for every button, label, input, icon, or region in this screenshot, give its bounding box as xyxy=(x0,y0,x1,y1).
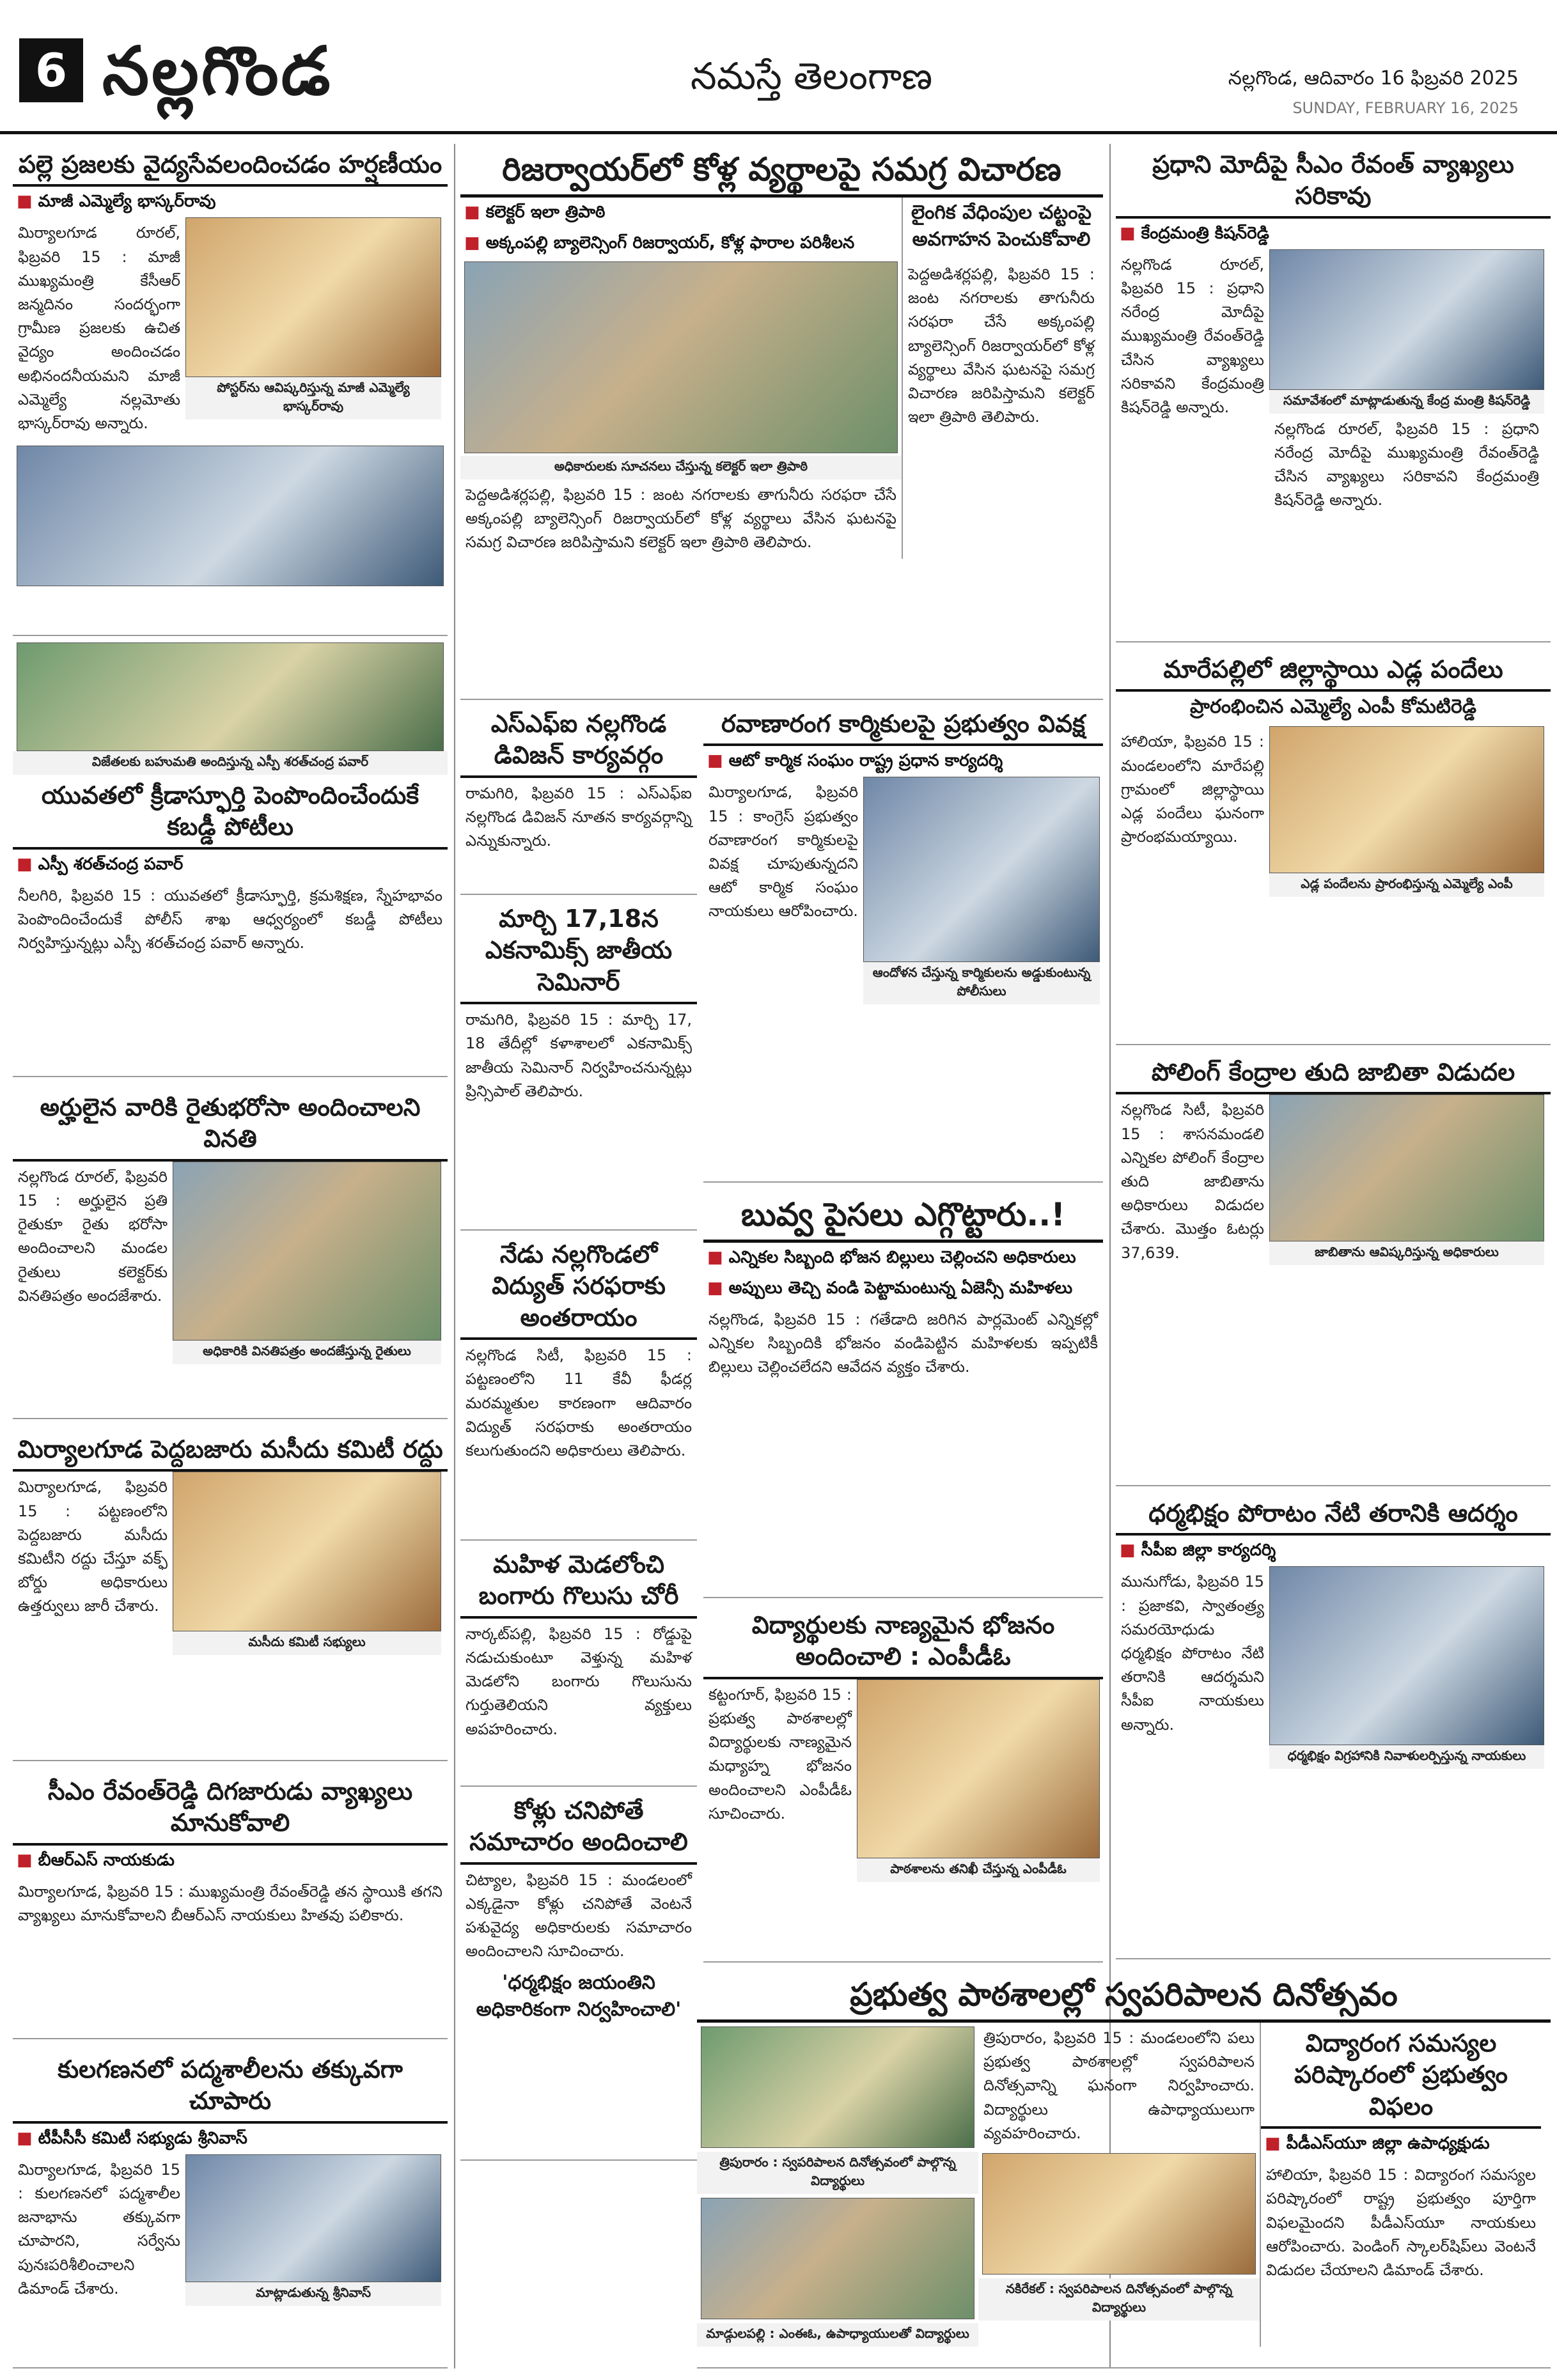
story-body: నల్లగొండ, ఫిబ్రవరి 15 : గతేడాది జరిగిన పార్లమెంట్ ఎన్నికల్లో ఎన్నికల సిబ్బందికి భోజనం వండిపెట్టిన మహిళలకు ఇప్పటికీ బిల్లులు చెల్లించలేదని ఆవేదన వ్యక్తం చేశారు. xyxy=(708,1311,1098,1376)
story-medical-camp xyxy=(13,144,448,636)
sub-headline: 'ధర్మభిక్షం జయంతిని అధికారికంగా నిర్వహించాలి' xyxy=(476,1971,682,2021)
kicker: ■ అప్పులు తెచ్చి వండి పెట్టామంటున్న ఏజెన్సీ మహిళలు xyxy=(703,1273,1103,1304)
story-body: కట్టంగూర్, ఫిబ్రవరి 15 : ప్రభుత్వ పాఠశాలల్లో విద్యార్థులకు నాణ్యమైన మధ్యాహ్న భోజనం అందించాలని ఎంపీడీఓ సూచించారు. xyxy=(708,1685,852,1823)
story-polling-stations xyxy=(1116,1052,1551,1486)
section-title: నల్లగొండ xyxy=(102,32,333,110)
kicker: ■ కలెక్టర్ ఇలా త్రిపాఠి xyxy=(460,198,902,228)
kicker: ■ పీడీఎస్‌యూ జిల్లా ఉపాధ్యక్షుడు xyxy=(1261,2129,1541,2159)
date-telugu: నల్లగొండ, ఆదివారం 16 ఫిబ్రవరి 2025 xyxy=(1228,67,1519,89)
news-photo xyxy=(17,446,444,586)
news-photo xyxy=(1269,1094,1544,1241)
news-photo xyxy=(464,261,898,453)
story-kishan-reddy xyxy=(1116,144,1551,642)
story-body: నార్కట్‌పల్లి, ఫిబ్రవరి 15 : రోడ్డుపై నడుచుకుంటూ వెళ్తున్న మహిళ మెడలోని బంగారు గొలుసును గుర్తుతెలియని వ్యక్తులు అపహరించారు. xyxy=(466,1624,692,1738)
news-photo xyxy=(185,2154,441,2282)
headline: రిజర్వాయర్‌లో కోళ్ల వ్యర్థాలపై సమగ్ర విచారణ xyxy=(460,144,1103,198)
date-english: SUNDAY, FEBRUARY 16, 2025 xyxy=(1292,99,1519,117)
photo-caption: ఆందోళన చేస్తున్న కార్మికులను అడ్డుకుంటున్న పోలీసులు xyxy=(863,962,1100,1004)
headline: విద్యారంగ సమస్యల పరిష్కారంలో ప్రభుత్వం విఫలం xyxy=(1261,2023,1541,2129)
kicker: ■ ఎస్పీ శరత్‌చంద్ర పవార్ xyxy=(13,850,448,880)
masthead xyxy=(0,0,1557,134)
news-photo xyxy=(863,777,1100,962)
story-body: త్రిపురారం, ఫిబ్రవరి 15 : మండలంలోని పలు ప్రభుత్వ పాఠశాలల్లో స్వపరిపాలన దినోత్సవాన్ని ఘనంగా నిర్వహించారు. విద్యార్థులు ఉపాధ్యాయులుగా వ్యవహరించారు. xyxy=(983,2029,1255,2142)
headline: నేడు నల్లగొండలో విద్యుత్ సరఫరాకు అంతరాయం xyxy=(460,1234,697,1340)
news-photo xyxy=(1269,249,1544,390)
story-dharmabhiksham xyxy=(1116,1493,1551,1959)
news-photo xyxy=(185,217,441,377)
story-padmashali xyxy=(13,2049,448,2368)
dateline xyxy=(1228,67,1519,117)
story-chain-snatching xyxy=(460,1544,697,1787)
story-quality-food xyxy=(703,1605,1103,1963)
story-body: నీలగిరి, ఫిబ్రవరి 15 : యువతలో క్రీడాస్ఫూర్తి, క్రమశిక్షణ, స్నేహభావం పెంపొందించేందుకే పోలీస్ శాఖ ఆధ్వర్యంలో కబడ్డీ పోటీలు నిర్వహిస్తున్నట్లు ఎస్పీ శరత్‌చంద్ర పవార్ అన్నారు. xyxy=(18,886,442,953)
headline: కోళ్లు చనిపోతే సమాచారం అందించాలి xyxy=(460,1790,697,1865)
kicker: ■ బీఆర్‌ఎస్ నాయకుడు xyxy=(13,1846,448,1876)
news-photo xyxy=(173,1472,441,1631)
kicker: ■ అక్కంపల్లి బ్యాలెన్సింగ్ రిజర్వాయర్, కోళ్ల ఫారాల పరిశీలన xyxy=(460,228,902,259)
story-body: మునుగోడు, ఫిబ్రవరి 15 : ప్రజాకవి, స్వాతంత్ర్య సమరయోధుడు ధర్మభిక్షం పోరాటం నేటి తరానికి ఆదర్శమని సీపీఐ నాయకులు అన్నారు. xyxy=(1121,1573,1264,1734)
headline: సీఎం రేవంత్‌రెడ్డి దిగజారుడు వ్యాఖ్యలు మానుకోవాలి xyxy=(13,1771,448,1846)
story-body: నల్లగొండ రూరల్, ఫిబ్రవరి 15 : అర్హులైన ప్రతి రైతుకూ రైతు భరోసా అందించాలని మండల రైతులు కలెక్టర్‌కు వినతిపత్రం అందజేశారు. xyxy=(18,1167,168,1305)
story-body: పెద్దఅడిశర్లపల్లి, ఫిబ్రవరి 15 : జంట నగరాలకు తాగునీరు సరఫరా చేసే అక్కంపల్లి బ్యాలెన్సింగ్ రిజర్వాయర్‌లో కోళ్ల వ్యర్థాలు వేసిన ఘటనపై సమగ్ర విచారణ జరిపిస్తామని కలెక్టర్ ఇలా త్రిపాఠి తెలిపారు. xyxy=(466,486,896,552)
news-photo xyxy=(173,1162,441,1341)
story-poultry xyxy=(460,1790,697,2161)
photo-caption: సమావేశంలో మాట్లాడుతున్న కేంద్ర మంత్రి కిషన్‌రెడ్డి xyxy=(1269,390,1544,414)
kicker: ■ టీపీసీసీ కమిటీ సభ్యుడు శ్రీనివాస్ xyxy=(13,2124,448,2154)
headline: యువతలో క్రీడాస్ఫూర్తి పెంపొందించేందుకే కబడ్డీ పోటీలు xyxy=(13,775,448,850)
kicker: ■ ఎన్నికల సిబ్బంది భోజన బిల్లులు చెల్లించని అధికారులు xyxy=(703,1243,1103,1273)
news-photo xyxy=(857,1679,1100,1858)
headline: విద్యార్థులకు నాణ్యమైన భోజనం అందించాలి : ఎంపీడీఓ xyxy=(703,1605,1103,1679)
story-body: నల్లగొండ రూరల్, ఫిబ్రవరి 15 : ప్రధాని నరేంద్ర మోదీపై ముఖ్యమంత్రి రేవంత్‌రెడ్డి చేసిన వ్యాఖ్యలు సరికావని కేంద్రమంత్రి కిషన్‌రెడ్డి అన్నారు. xyxy=(1274,419,1539,509)
headline: ప్రభుత్వ పాఠశాలల్లో స్వపరిపాలన దినోత్సవం xyxy=(697,1969,1551,2023)
story-body: మిర్యాలగూడ, ఫిబ్రవరి 15 : పట్టణంలోని పెద్దబజారు మసీదు కమిటీని రద్దు చేస్తూ వక్ఫ్ బోర్డు అధికారులు ఉత్తర్వులు జారీ చేశారు. xyxy=(18,1478,168,1615)
story-rythu-bharosa xyxy=(13,1087,448,1419)
photo-caption: మసీదు కమిటీ సభ్యులు xyxy=(173,1631,441,1655)
headline: పోలింగ్ కేంద్రాల తుది జాబితా విడుదల xyxy=(1116,1052,1551,1094)
news-photo xyxy=(1269,1566,1544,1745)
kicker: ■ మాజీ ఎమ్మెల్యే భాస్కర్‌రావు xyxy=(13,187,448,217)
headline: బువ్వ పైసలు ఎగ్గొట్టారు..! xyxy=(703,1189,1103,1243)
story-body: నల్లగొండ రూరల్, ఫిబ్రవరి 15 : ప్రధాని నరేంద్ర మోదీపై ముఖ్యమంత్రి రేవంత్‌రెడ్డి చేసిన వ్యాఖ్యలు సరికావని కేంద్రమంత్రి కిషన్‌రెడ్డి అన్నారు. xyxy=(1121,255,1264,416)
story-sfi xyxy=(460,703,697,895)
headline: అర్హులైన వారికి రైతుభరోసా అందించాలని వినతి xyxy=(13,1087,448,1162)
story-power-cut xyxy=(460,1234,697,1541)
story-body: చిట్యాల, ఫిబ్రవరి 15 : మండలంలో ఎక్కడైనా కోళ్లు చనిపోతే వెంటనే పశువైద్య అధికారులకు సమాచారం అందించాలని సూచించారు. xyxy=(466,1871,692,1961)
news-photo xyxy=(1269,726,1544,873)
headline: పల్లె ప్రజలకు వైద్యసేవలందించడం హర్షణీయం xyxy=(13,144,448,187)
page-number: 6 xyxy=(19,38,83,102)
story-body: మిర్యాలగూడ రూరల్, ఫిబ్రవరి 15 : మాజీ ముఖ్యమంత్రి కేసీఆర్ జన్మదినం సందర్భంగా గ్రామీణ ప్రజలకు ఉచిత వైద్యం అందించడం అభినందనీయమని మాజీ ఎమ్మెల్యే నల్లమోతు భాస్కర్‌రావు అన్నారు. xyxy=(18,224,180,432)
story-kabaddi xyxy=(13,642,448,1077)
story-food-bills xyxy=(703,1189,1103,1598)
story-body: హాలియా, ఫిబ్రవరి 15 : విద్యారంగ సమస్యల పరిష్కారంలో రాష్ట్ర ప్రభుత్వం పూర్తిగా విఫలమైందని పీడీఎస్‌యూ నాయకులు ఆరోపించారు. పెండింగ్ స్కాలర్‌షిప్‌లు వెంటనే విడుదల చేయాలని డిమాండ్ చేశారు. xyxy=(1266,2166,1536,2279)
headline: మారేపల్లిలో జిల్లాస్థాయి ఎడ్ల పందేలు xyxy=(1116,649,1551,692)
photo-caption: అధికారులకు సూచనలు చేస్తున్న కలెక్టర్ ఇలా త్రిపాఠి xyxy=(460,456,902,479)
story-body: హాలియా, ఫిబ్రవరి 15 : మండలంలోని మారేపల్లి గ్రామంలో జిల్లాస్థాయి ఎడ్ల పందేలు ఘనంగా ప్రారంభమయ్యాయి. xyxy=(1121,733,1264,846)
headline: మహిళ మెడలోంచి బంగారు గొలుసు చోరీ xyxy=(460,1544,697,1619)
story-transport-workers xyxy=(703,703,1103,1183)
sub-headline: ప్రారంభించిన ఎమ్మెల్యే ఎంపీ కోమటిరెడ్డి xyxy=(1190,696,1476,719)
story-body: పెద్దఅడిశర్లపల్లి, ఫిబ్రవరి 15 : జంట నగరాలకు తాగునీరు సరఫరా చేసే అక్కంపల్లి బ్యాలెన్సింగ్ రిజర్వాయర్‌లో కోళ్ల వ్యర్థాలు వేసిన ఘటనపై సమగ్ర విచారణ జరిపిస్తామని కలెక్టర్ ఇలా త్రిపాఠి తెలిపారు. xyxy=(908,265,1095,426)
headline: ధర్మభిక్షం పోరాటం నేటి తరానికి ఆదర్శం xyxy=(1116,1493,1551,1536)
story-body: రామగిరి, ఫిబ్రవరి 15 : మార్చి 17, 18 తేదీల్లో కళాశాలలో ఎకనామిక్స్ జాతీయ సెమినార్ నిర్వహించనున్నట్లు ప్రిన్సిపాల్ తెలిపారు. xyxy=(466,1011,692,1100)
newspaper-name: నమస్తే తెలంగాణ xyxy=(691,54,933,98)
story-bull-race xyxy=(1116,649,1551,1045)
story-mosque-committee xyxy=(13,1429,448,1761)
photo-caption: మాడ్గులపల్లి : ఎంఈఓ, ఉపాధ్యాయులతో విద్యార్థులు xyxy=(697,2323,978,2347)
story-body: మిర్యాలగూడ, ఫిబ్రవరి 15 : ముఖ్యమంత్రి రేవంత్‌రెడ్డి తన స్థాయికి తగని వ్యాఖ్యలు మానుకోవాలని బీఆర్‌ఎస్ నాయకులు హితవు పలికారు. xyxy=(18,1882,442,1924)
story-body: రామగిరి, ఫిబ్రవరి 15 : ఎస్‌ఎఫ్‌ఐ నల్లగొండ డివిజన్ నూతన కార్యవర్గాన్ని ఎన్నుకున్నారు. xyxy=(466,784,692,850)
photo-caption: నకిరేకల్ : స్వపరిపాలన దినోత్సవంలో పాల్గొన్న విద్యార్థులు xyxy=(978,2278,1260,2321)
news-photo xyxy=(17,642,444,751)
kicker: ■ ఆటో కార్మిక సంఘం రాష్ట్ర ప్రధాన కార్యదర్శి xyxy=(703,746,1103,777)
story-reservoir xyxy=(460,144,1103,700)
kicker: ■ సీపీఐ జిల్లా కార్యదర్శి xyxy=(1116,1536,1551,1566)
side-headline: లైంగిక వేధింపుల చట్టంపై అవగాహన పెంచుకోవాలి xyxy=(911,201,1091,251)
column-rule xyxy=(454,144,455,2368)
headline: ఎస్‌ఎఫ్‌ఐ నల్లగొండ డివిజన్ కార్యవర్గం xyxy=(460,703,697,778)
photo-caption: పాఠశాలను తనిఖీ చేస్తున్న ఎంపీడీఓ xyxy=(857,1858,1100,1882)
headline: రవాణారంగ కార్మికులపై ప్రభుత్వం వివక్ష xyxy=(703,703,1103,746)
story-cm-remarks xyxy=(13,1771,448,2039)
story-body: నల్లగొండ సిటీ, ఫిబ్రవరి 15 : శాసనమండలి ఎన్నికల పోలింగ్ కేంద్రాల తుది జాబితాను అధికారులు విడుదల చేశారు. మొత్తం ఓటర్లు 37,639. xyxy=(1121,1101,1264,1262)
story-body: నల్లగొండ సిటీ, ఫిబ్రవరి 15 : పట్టణంలోని 11 కేవీ ఫీడర్ల మరమ్మతుల కారణంగా ఆదివారం విద్యుత్ సరఫరాకు అంతరాయం కలుగుతుందని అధికారులు తెలిపారు. xyxy=(466,1346,692,1459)
headline: కులగణనలో పద్మశాలీలను తక్కువగా చూపారు xyxy=(13,2049,448,2124)
news-photo xyxy=(701,2198,974,2319)
headline: ప్రధాని మోదీపై సీఎం రేవంత్ వ్యాఖ్యలు సరికావు xyxy=(1116,144,1551,219)
photo-caption: త్రిపురారం : స్వపరిపాలన దినోత్సవంలో పాల్గొన్న విద్యార్థులు xyxy=(697,2152,978,2194)
story-body: మిర్యాలగూడ, ఫిబ్రవరి 15 : కులగణనలో పద్మశాలీల జనాభాను తక్కువగా చూపారని, సర్వేను పునఃపరిశీలించాలని డిమాండ్ చేశారు. xyxy=(18,2160,180,2298)
story-seminar xyxy=(460,898,697,1231)
story-body: మిర్యాలగూడ, ఫిబ్రవరి 15 : కాంగ్రెస్ ప్రభుత్వం రవాణారంగ కార్మికులపై వివక్ష చూపుతున్నదని ఆటో కార్మిక సంఘం నాయకులు ఆరోపించారు. xyxy=(708,783,858,921)
kicker: ■ కేంద్రమంత్రి కిషన్‌రెడ్డి xyxy=(1116,219,1551,249)
photo-caption: విజేతలకు బహుమతి అందిస్తున్న ఎస్పీ శరత్‌చంద్ర పవార్ xyxy=(13,751,448,775)
story-self-governance-day xyxy=(697,1969,1551,2368)
news-photo xyxy=(701,2026,974,2148)
photo-caption: జాబితాను ఆవిష్కరిస్తున్న అధికారులు xyxy=(1269,1241,1544,1265)
photo-caption: ఎడ్ల పందేలను ప్రారంభిస్తున్న ఎమ్మెల్యే ఎంపీ xyxy=(1269,873,1544,897)
photo-caption: అధికారికి వినతిపత్రం అందజేస్తున్న రైతులు xyxy=(173,1341,441,1364)
photo-caption: పోస్టర్‌ను ఆవిష్కరిస్తున్న మాజీ ఎమ్మెల్యే భాస్కర్‌రావు xyxy=(185,377,441,419)
headline: మార్చి 17,18న ఎకనామిక్స్ జాతీయ సెమినార్ xyxy=(460,898,697,1004)
photo-caption: మాట్లాడుతున్న శ్రీనివాస్ xyxy=(185,2282,441,2306)
photo-caption: ధర్మభిక్షం విగ్రహానికి నివాళులర్పిస్తున్న నాయకులు xyxy=(1269,1745,1544,1769)
headline: మిర్యాలగూడ పెద్దబజారు మసీదు కమిటీ రద్దు xyxy=(13,1429,448,1472)
news-photo xyxy=(982,2153,1256,2275)
